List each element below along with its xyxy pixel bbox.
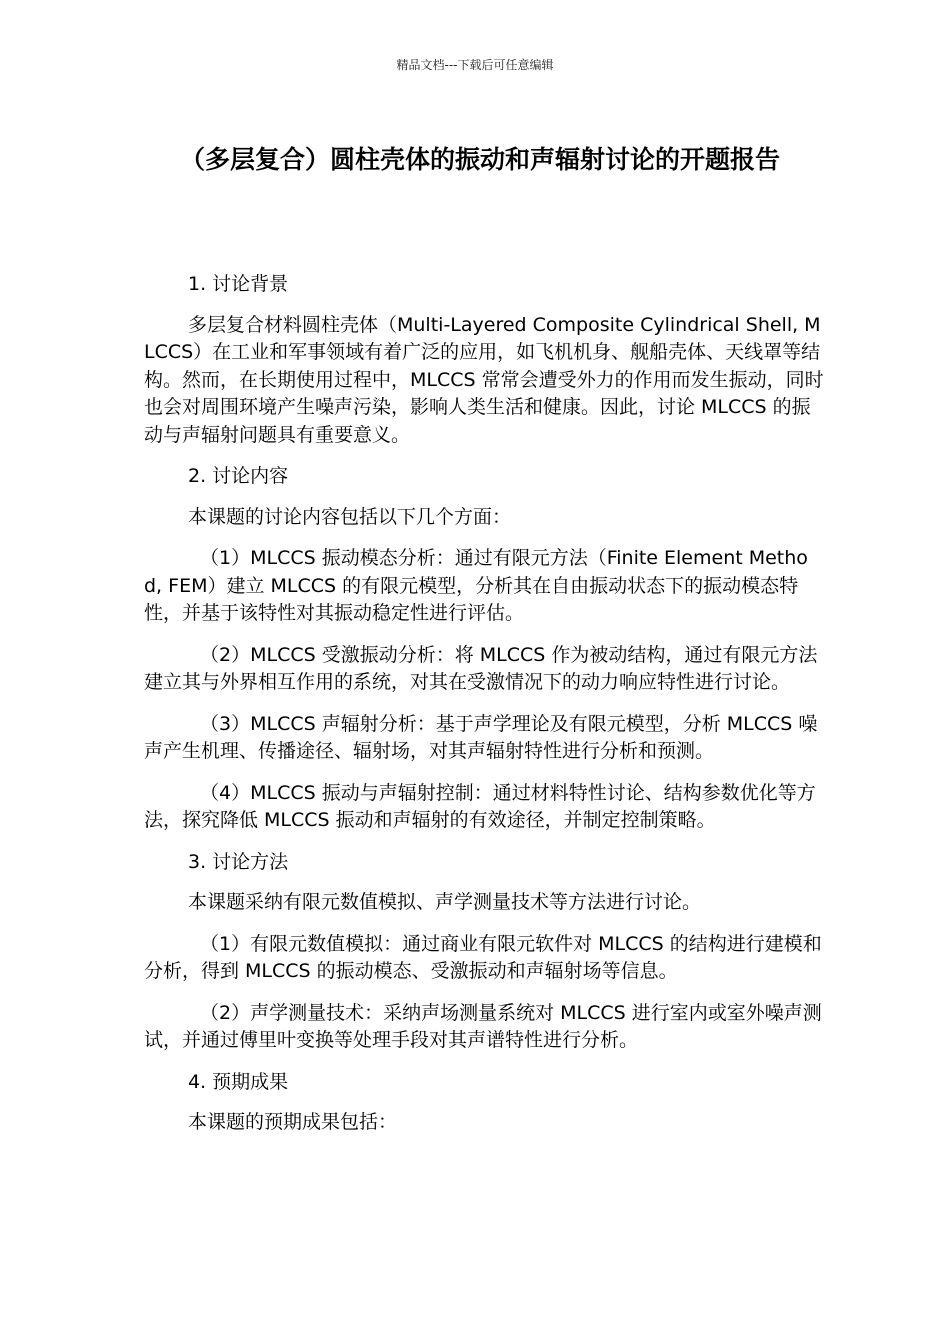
paragraph-methods-intro: 本课题采纳有限元数值模拟、声学测量技术等方法进行讨论。 xyxy=(188,891,702,913)
paragraph-expected-results-intro: 本课题的预期成果包括： xyxy=(188,1111,398,1133)
list-item-fem-simulation: （1）有限元数值模拟：通过商业有限元软件对 MLCCS 的结构进行建模和分析，得到 MLCCS 的振动模态、受激振动和声辐射场等信息。 xyxy=(144,932,822,982)
list-item-acoustic-measurement: （2）声学测量技术：采纳声场测量系统对 MLCCS 进行室内或室外噪声测试，并通过傅里叶变换等处理手段对其声谱特性进行分析。 xyxy=(144,1001,822,1051)
section-heading-methods: 3. 讨论方法 xyxy=(188,850,289,873)
list-item-forced-vibration: （2）MLCCS 受激振动分析：将 MLCCS 作为被动结构，通过有限元方法建立其与外界相互作用的系统，对其在受激情况下的动力响应特性进行讨论。 xyxy=(144,643,818,693)
paragraph-background: 多层复合材料圆柱壳体（Multi-Layered Composite Cylindrical Shell, MLCCS）在工业和军事领域有着广泛的应用，如飞机机身、舰船壳体、天线罩等结构。然而，在长期使用过程中，MLCCS 常常会遭受外力的作用而发生振动，同时也会对周围环境产生噪声污染，影响人类生活和健康。因此，讨论 MLCCS 的振动与声辐射问题具有重要意义。 xyxy=(144,313,824,446)
header-note: 精品文档---下载后可任意编辑 xyxy=(396,58,554,72)
section-heading-content: 2. 讨论内容 xyxy=(188,465,289,487)
list-item-sound-radiation: （3）MLCCS 声辐射分析：基于声学理论及有限元模型，分析 MLCCS 噪声产生机理、传播途径、辐射场，对其声辐射特性进行分析和预测。 xyxy=(144,712,818,762)
paragraph-content-intro: 本课题的讨论内容包括以下几个方面： xyxy=(188,505,512,528)
list-item-modal-analysis: （1）MLCCS 振动模态分析：通过有限元方法（Finite Element Method, FEM）建立 MLCCS 的有限元模型，分析其在自由振动状态下的振动模态特性，并基于该特性对其振动稳定性进行评估。 xyxy=(144,547,808,624)
section-heading-background: 1. 讨论背景 xyxy=(188,273,289,295)
document-title: （多层复合）圆柱壳体的振动和声辐射讨论的开题报告 xyxy=(179,145,780,174)
document-body xyxy=(144,271,824,1151)
section-heading-expected-results: 4. 预期成果 xyxy=(188,1070,289,1093)
list-item-control: （4）MLCCS 振动与声辐射控制：通过材料特性讨论、结构参数优化等方法，探究降低 MLCCS 振动和声辐射的有效途径，并制定控制策略。 xyxy=(144,781,816,831)
